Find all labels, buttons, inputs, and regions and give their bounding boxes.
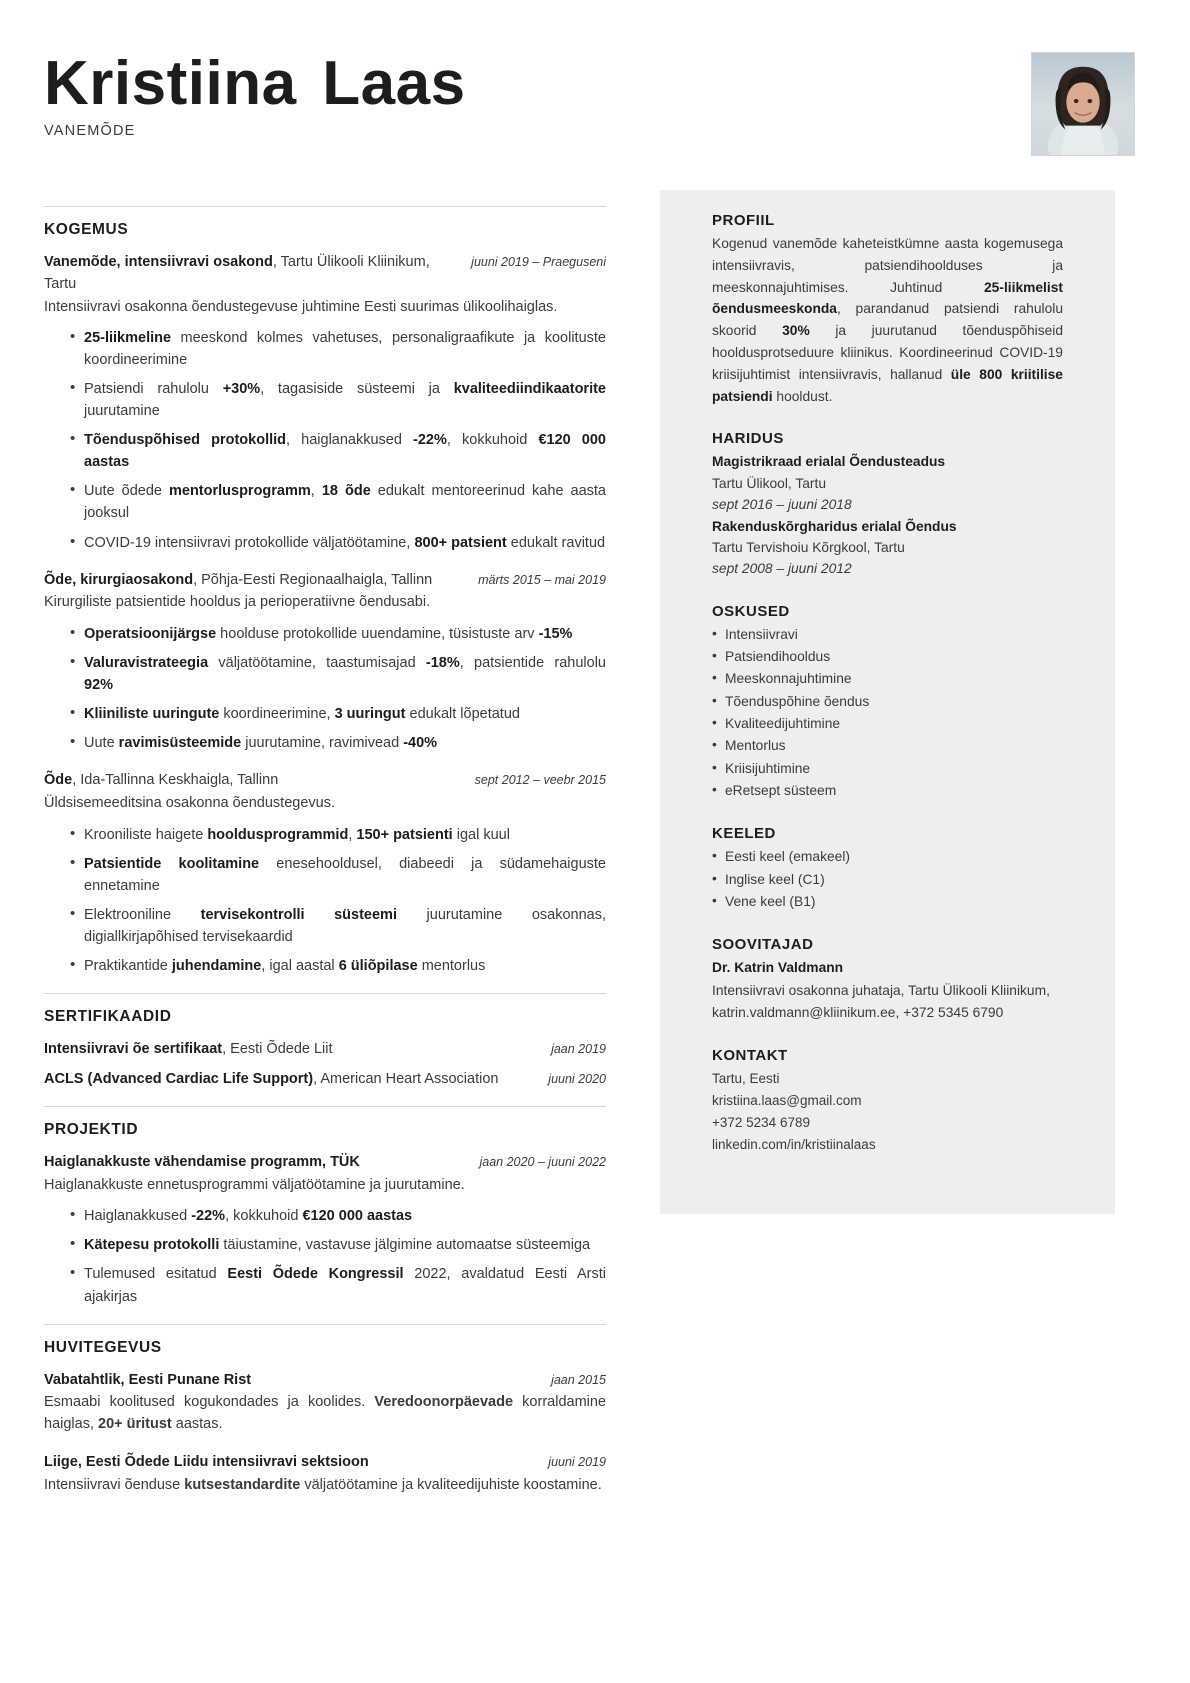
activity-item <box>44 1452 606 1497</box>
entry-header <box>44 1452 606 1474</box>
section-heading-certificates: SERTIFIKAADID <box>44 1007 172 1025</box>
list-item: • Patsiendi rahulolu +30%, tagasiside süsteemi ja kvaliteediindikaatorite juurutamine <box>70 378 606 422</box>
contact-location: Tartu, Eesti <box>712 1071 780 1087</box>
education-degree: Rakenduskõrgharidus erialal Õendus <box>712 518 957 534</box>
list-item: • Tulemused esitatud Eesti Õdede Kongressil 2022, avaldatud Eesti Arsti ajakirjas <box>70 1263 606 1307</box>
resume-body <box>0 190 1190 1512</box>
entry-title: Haiglanakkuste vähendamise programm, TÜK <box>44 1153 360 1170</box>
profile-text: Kogenud vanemõde kaheteistkümne aasta kogemusega intensiivravis, patsiendihoolduses ja meeskonnajuhtimises. Juhtinud 25-liikmelist õendusmeeskonda, parandanud patsiendi rahulolu skoorid 30% ja juurutanud tõenduspõhiseid hooldusprotseduure kliinikus. Koordineerinud COVID-19 kriisijuhtimist intensiivravis, hallanud üle 800 kriitilise patsiendi hooldust. <box>712 236 1063 404</box>
reference-name: Dr. Katrin Valdmann <box>712 960 844 976</box>
experience-item <box>44 252 606 554</box>
sidebar-section-languages <box>712 825 1063 913</box>
sidebar-section-references <box>712 936 1063 1024</box>
entry-date: märts 2015 – mai 2019 <box>478 572 606 587</box>
contact-email[interactable]: kristiina.laas@gmail.com <box>712 1092 862 1108</box>
languages-list <box>712 846 1063 913</box>
avatar <box>1031 52 1135 156</box>
sidebar-heading-contact: KONTAKT <box>712 1047 788 1065</box>
sidebar-section-contact <box>712 1047 1063 1155</box>
entry-description: Kirurgiliste patsientide hooldus ja perioperatiivne õendusabi. <box>44 594 431 611</box>
entry-description: Üldsisemeeditsina osakonna õendustegevus. <box>44 794 335 811</box>
sidebar-section-education <box>712 430 1063 579</box>
list-item: • Uute ravimisüsteemide juurutamine, ravimivead -40% <box>70 732 606 754</box>
activity-item <box>44 1370 606 1436</box>
entry-title: Vabatahtlik, Eesti Punane Rist <box>44 1371 252 1388</box>
sidebar-heading-education: HARIDUS <box>712 430 784 448</box>
divider <box>44 993 606 994</box>
education-school: Tartu Ülikool, Tartu <box>712 475 826 491</box>
sidebar-heading-languages: KEELED <box>712 825 776 843</box>
reference-details: Intensiivravi osakonna juhataja, Tartu Ülikooli Kliinikum, katrin.valdmann@kliinikum.ee, +372 5345 6790 <box>712 983 1050 1021</box>
contact-phone[interactable]: +372 5234 6789 <box>712 1114 810 1130</box>
list-item: • Krooniliste haigete hooldusprogrammid, 150+ patsienti igal kuul <box>70 824 606 846</box>
entry-bullet-list <box>44 327 606 553</box>
sidebar-heading-profile: PROFIIL <box>712 212 775 229</box>
list-item: • Kätepesu protokolli täiustamine, vastavuse jälgimine automaatse süsteemiga <box>70 1234 606 1256</box>
education-item <box>712 516 1063 580</box>
entry-date: juuni 2020 <box>548 1071 606 1086</box>
entry-date: sept 2012 – veebr 2015 <box>474 773 606 788</box>
sidebar-column <box>650 190 1190 1186</box>
entry-bullet-list <box>44 1205 606 1307</box>
entry-header <box>44 570 606 592</box>
sidebar-content <box>650 190 1115 1186</box>
education-date: sept 2016 – juuni 2018 <box>712 497 852 513</box>
list-item: • Uute õdede mentorlusprogramm, 18 õde edukalt mentoreerinud kahe aasta jooksul <box>70 480 606 524</box>
list-item: • Operatsioonijärgse hoolduse protokollide uuendamine, tüsistuste arv -15% <box>70 623 606 645</box>
entry-date: jaan 2020 – juuni 2022 <box>479 1154 606 1169</box>
entry-header <box>44 252 606 296</box>
sidebar-heading-skills: OSKUSED <box>712 602 790 620</box>
entry-date: jaan 2019 <box>551 1041 606 1056</box>
entry-date: jaan 2015 <box>551 1372 606 1387</box>
page-title: Kristiina Laas <box>44 49 466 118</box>
resume-header <box>0 0 1190 190</box>
list-item: • Meeskonnajuhtimine <box>712 668 1063 690</box>
divider <box>44 1106 606 1107</box>
entry-header <box>44 1370 606 1392</box>
sidebar-heading-references: SOOVITAJAD <box>712 936 814 954</box>
entry-title: Liige, Eesti Õdede Liidu intensiivravi sektsioon <box>44 1453 369 1470</box>
divider <box>44 1324 606 1325</box>
list-item: • Intensiivravi <box>712 624 1063 646</box>
section-heading-projects: PROJEKTID <box>44 1120 139 1138</box>
list-item: • COVID-19 intensiivravi protokollide väljatöötamine, 800+ patsient edukalt ravitud <box>70 532 606 554</box>
section-heading-experience: KOGEMUS <box>44 221 129 238</box>
entry-title: Vanemõde, intensiivravi osakond, Tartu Ülikooli Kliinikum, Tartu <box>44 254 430 292</box>
experience-item <box>44 770 606 977</box>
section-heading-activities: HUVITEGEVUS <box>44 1338 162 1356</box>
certificate-item <box>44 1069 606 1090</box>
entry-date: juuni 2019 <box>548 1454 606 1469</box>
profile-photo-icon <box>1032 53 1134 155</box>
list-item: • Kvaliteedijuhtimine <box>712 713 1063 735</box>
list-item: • Eesti keel (emakeel) <box>712 846 1063 868</box>
entry-title: Õde, Ida-Tallinna Keskhaigla, Tallinn <box>44 772 279 789</box>
list-item: • Praktikantide juhendamine, igal aastal 6 üliõpilase mentorlus <box>70 955 606 977</box>
entry-description: Intensiivravi osakonna õendustegevuse juhtimine Eesti suurimas ülikoolihaiglas. <box>44 298 558 315</box>
list-item: • Mentorlus <box>712 735 1063 757</box>
list-item: • Haiglanakkused -22%, kokkuhoid €120 000 aastas <box>70 1205 606 1227</box>
education-degree: Magistrikraad erialal Õendusteadus <box>712 454 946 470</box>
entry-title: Intensiivravi õe sertifikaat, Eesti Õdede Liit <box>44 1040 333 1057</box>
list-item: • Patsientide koolitamine enesehooldusel, diabeedi ja südamehaiguste ennetamine <box>70 853 606 897</box>
list-item: • Vene keel (B1) <box>712 891 1063 913</box>
sidebar-section-profile <box>712 212 1063 407</box>
education-date: sept 2008 – juuni 2012 <box>712 561 852 577</box>
list-item: • Patsiendihooldus <box>712 646 1063 668</box>
entry-date: juuni 2019 – Praeguseni <box>471 255 606 269</box>
education-school: Tartu Tervishoiu Kõrgkool, Tartu <box>712 539 905 555</box>
entry-header <box>44 1152 606 1174</box>
entry-bullet-list <box>44 623 606 754</box>
divider <box>44 206 606 207</box>
entry-description: Esmaabi koolitused kogukondades ja koolides. Veredoonorpäevade korraldamine haiglas, 20+ üritust aastas. <box>44 1394 606 1433</box>
list-item: • Tõenduspõhised protokollid, haiglanakkused -22%, kokkuhoid €120 000 aastas <box>70 429 606 473</box>
skills-list <box>712 624 1063 803</box>
entry-description: Haiglanakkuste ennetusprogrammi väljatöötamine ja juurutamine. <box>44 1176 465 1193</box>
list-item: • Kliiniliste uuringute koordineerimine, 3 uuringut edukalt lõpetatud <box>70 703 606 725</box>
entry-description: Intensiivravi õenduse kutsestandardite väljatöötamine ja kvaliteedijuhiste koostamine. <box>44 1476 602 1493</box>
list-item: • Valuravistrateegia väljatöötamine, taastumisajad -18%, patsientide rahulolu 92% <box>70 652 606 696</box>
entry-title: ACLS (Advanced Cardiac Life Support), American Heart Association <box>44 1070 499 1087</box>
list-item: • 25-liikmeline meeskond kolmes vahetuses, personaligraafikute ja koolituste koordineerimine <box>70 327 606 371</box>
project-item <box>44 1152 606 1308</box>
entry-header <box>44 770 606 792</box>
list-item: • Elektrooniline tervisekontrolli süsteemi juurutamine osakonnas, digiallkirjapõhised tervisekaardid <box>70 904 606 948</box>
list-item: • Tõenduspõhine õendus <box>712 691 1063 713</box>
list-item: • Kriisijuhtimine <box>712 758 1063 780</box>
list-item: • Inglise keel (C1) <box>712 869 1063 891</box>
sidebar-section-skills <box>712 603 1063 803</box>
experience-item <box>44 570 606 755</box>
main-column <box>0 190 650 1512</box>
list-item: • eRetsept süsteem <box>712 780 1063 802</box>
education-item <box>712 451 1063 515</box>
certificate-item <box>44 1039 606 1060</box>
job-subtitle: VANEMÕDE <box>44 123 136 140</box>
entry-title: Õde, kirurgiaosakond, Põhja-Eesti Regionaalhaigla, Tallinn <box>44 571 433 588</box>
entry-bullet-list <box>44 824 606 977</box>
contact-linkedin[interactable]: linkedin.com/in/kristiinalaas <box>712 1136 876 1152</box>
